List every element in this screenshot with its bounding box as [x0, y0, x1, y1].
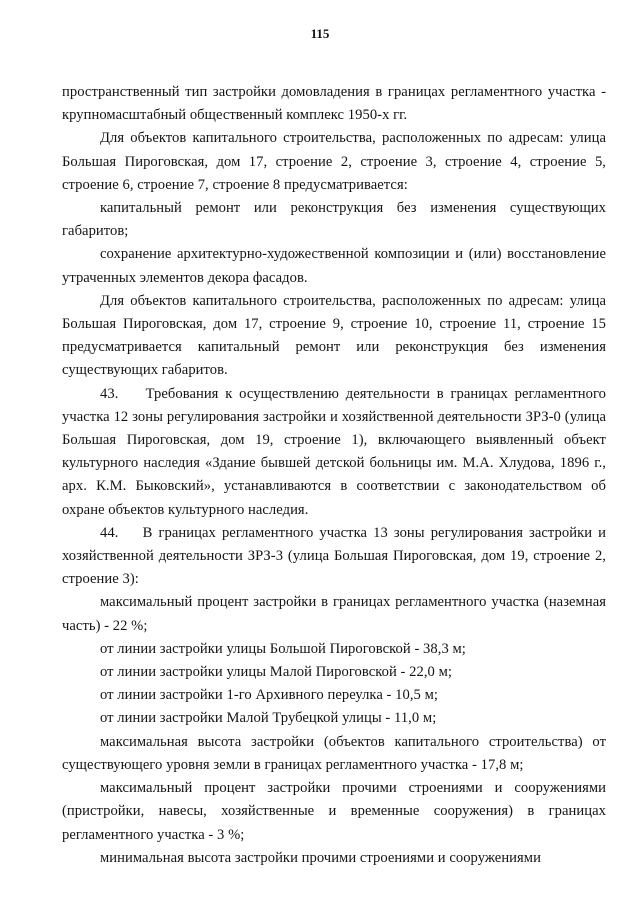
paragraph-max-percent: максимальный процент застройки в границах регламентного участка (наземная часть) - 22 %;	[62, 594, 606, 634]
paragraph-max-height: максимальная высота застройки (объектов капитального строительства) от существующего уровня земли в границах регламентного участка - 17,8 м;	[62, 733, 606, 773]
paragraph-line-arkhivny: от линии застройки 1-го Архивного переулка - 10,5 м;	[100, 687, 438, 704]
paragraph-line-trubetskaya: от линии застройки Малой Трубецкой улицы - 11,0 м;	[100, 710, 437, 727]
document-body	[62, 81, 606, 870]
paragraph-clause-44: 44. В границах регламентного участка 13 зоны регулирования застройки и хозяйственной деятельности ЗРЗ-3 (улица Большая Пироговская, дом 19, строение 2, строение 3):	[62, 524, 606, 588]
paragraph-buildings-9-15: Для объектов капитального строительства, расположенных по адресам: улица Большая Пироговская, дом 17, строение 9, строение 10, строение 11, строение 15 предусматривается капитальный ремонт или реконструкция без изменения существующих габаритов.	[62, 292, 606, 379]
paragraph-other-structures-percent: максимальный процент застройки прочими строениями и сооружениями (пристройки, навесы, хозяйственные и временные сооружения) в границах регламентного участка - 3 %;	[62, 780, 606, 843]
paragraph-buildings-2-8: Для объектов капитального строительства, расположенных по адресам: улица Большая Пироговская, дом 17, строение 2, строение 3, строение 4, строение 5, строение 6, строение 7, строение 8 предусматривается:	[62, 130, 606, 193]
paragraph-line-bolshaya: от линии застройки улицы Большой Пироговской - 38,3 м;	[100, 640, 466, 657]
page-number: 115	[310, 26, 330, 41]
paragraph-line-malaya: от линии застройки улицы Малой Пироговской - 22,0 м;	[100, 664, 452, 681]
paragraph-clause-43: 43. Требования к осуществлению деятельности в границах регламентного участка 12 зоны регулирования застройки и хозяйственной деятельности ЗРЗ-0 (улица Большая Пироговская, дом 19, строение 1), включающего выявленный объект культурного наследия «Здание бывшей детской больницы им. М.А. Хлудова, 1896 г., арх. К.М. Быковский», устанавливаются в соответствии с законодательством об охране объектов культурного наследия.	[62, 385, 606, 518]
paragraph-repair-item: капитальный ремонт или реконструкция без изменения существующих габаритов;	[62, 200, 606, 240]
paragraph-composition-item: сохранение архитектурно-художественной композиции и (или) восстановление утраченных элементов декора фасадов.	[62, 246, 606, 286]
paragraph-min-height: минимальная высота застройки прочими строениями и сооружениями	[100, 849, 541, 866]
paragraph-continuation: пространственный тип застройки домовладения в границах регламентного участка - крупномасштабный общественный комплекс 1950-х гг.	[62, 84, 606, 124]
